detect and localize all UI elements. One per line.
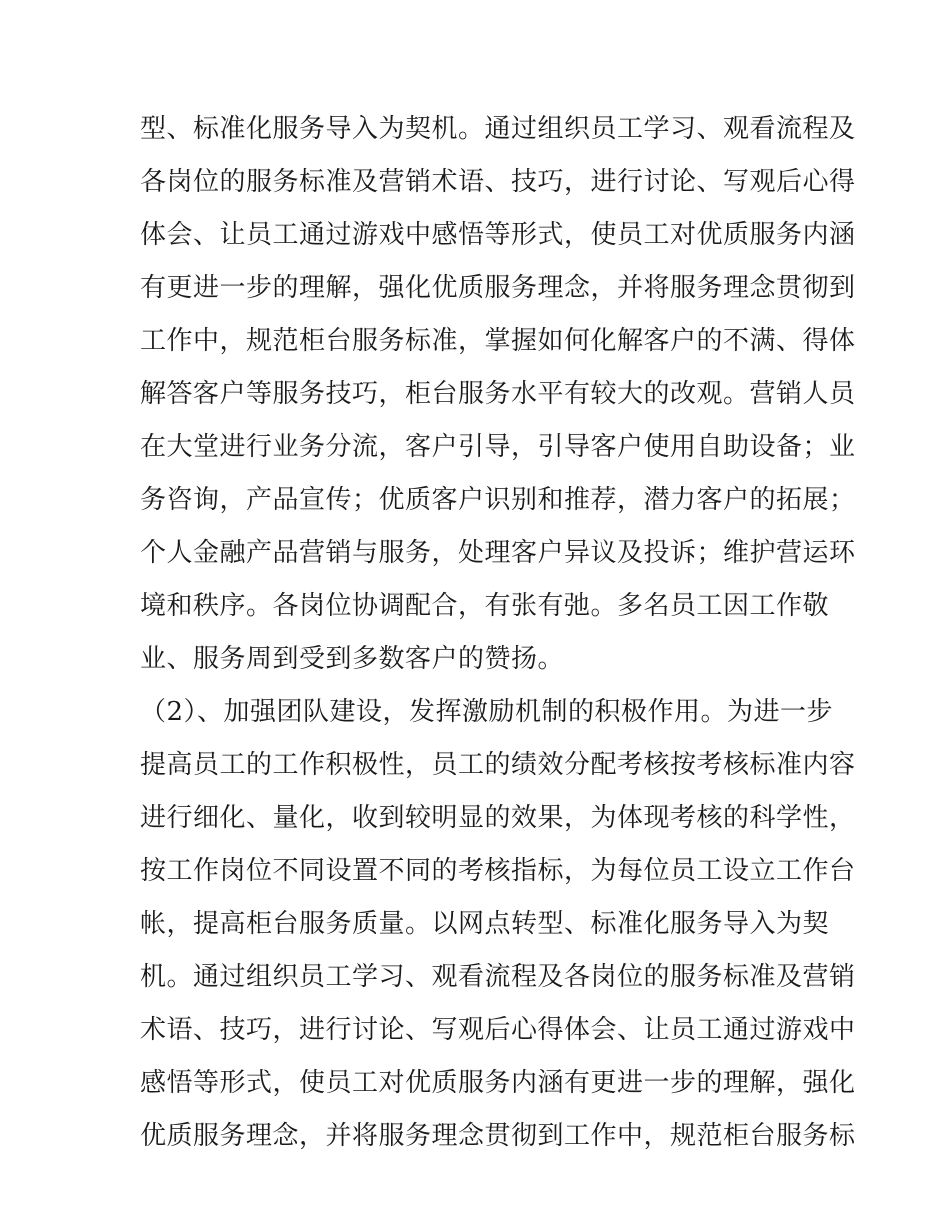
text-line: 进行细化、量化，收到较明显的效果，为体现考核的科学性， bbox=[140, 803, 856, 833]
text-line: 优质服务理念，并将服务理念贯彻到工作中，规范柜台服务标 bbox=[140, 1121, 856, 1151]
text-line: 型、标准化服务导入为契机。通过组织员工学习、观看流程及 bbox=[140, 114, 856, 144]
text-line: 在大堂进行业务分流，客户引导，引导客户使用自助设备；业 bbox=[140, 432, 856, 462]
text-line: （2）、加强团队建设，发挥激励机制的积极作用。为进一步 bbox=[140, 697, 834, 727]
text-line: 解答客户等服务技巧，柜台服务水平有较大的改观。营销人员 bbox=[140, 379, 856, 409]
text-line: 个人金融产品营销与服务，处理客户异议及投诉；维护营运环 bbox=[140, 538, 856, 568]
body-text bbox=[140, 103, 856, 1163]
text-line: 工作中，规范柜台服务标准，掌握如何化解客户的不满、得体 bbox=[140, 326, 856, 356]
text-line: 务咨询，产品宣传；优质客户识别和推荐，潜力客户的拓展； bbox=[140, 485, 856, 515]
text-line: 体会、让员工通过游戏中感悟等形式，使员工对优质服务内涵 bbox=[140, 220, 856, 250]
text-line: 业、服务周到受到多数客户的赞扬。 bbox=[140, 644, 565, 674]
text-line: 各岗位的服务标准及营销术语、技巧，进行讨论、写观后心得 bbox=[140, 167, 856, 197]
text-line: 感悟等形式，使员工对优质服务内涵有更进一步的理解，强化 bbox=[140, 1068, 856, 1098]
text-line: 有更进一步的理解，强化优质服务理念，并将服务理念贯彻到 bbox=[140, 273, 856, 303]
text-line: 按工作岗位不同设置不同的考核指标，为每位员工设立工作台 bbox=[140, 856, 856, 886]
text-line: 提高员工的工作积极性，员工的绩效分配考核按考核标准内容 bbox=[140, 750, 856, 780]
text-line: 术语、技巧，进行讨论、写观后心得体会、让员工通过游戏中 bbox=[140, 1015, 856, 1045]
text-line: 机。通过组织员工学习、观看流程及各岗位的服务标准及营销 bbox=[140, 962, 856, 992]
text-line: 境和秩序。各岗位协调配合，有张有弛。多名员工因工作敬 bbox=[140, 591, 830, 621]
text-line: 帐，提高柜台服务质量。以网点转型、标准化服务导入为契 bbox=[140, 909, 830, 939]
